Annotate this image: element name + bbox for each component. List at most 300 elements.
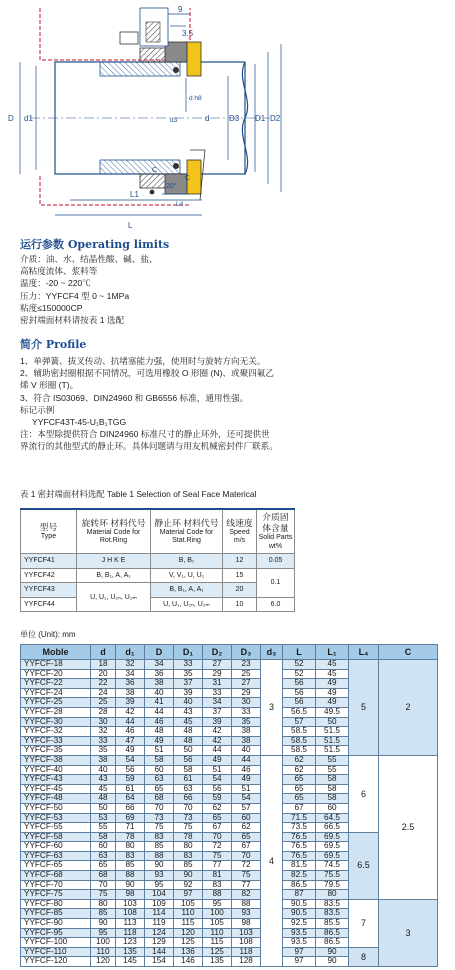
table-cell: 56 — [283, 679, 316, 689]
table-cell: 56 — [283, 688, 316, 698]
table-cell: 75 — [232, 871, 261, 881]
table-cell: 49.5 — [316, 707, 349, 717]
table-cell: 70 — [145, 803, 174, 813]
table-cell: 85 — [91, 909, 116, 919]
table1-row: YYFCF43 U, U₁, U₂ₙ, U₂ₘ B, B₁, A, A₁ 20 — [21, 583, 295, 598]
table-cell: 8 — [349, 947, 379, 966]
table-cell: 129 — [145, 938, 174, 948]
table-cell: 76.5 — [283, 832, 316, 842]
table-cell: 58 — [316, 784, 349, 794]
table-cell: 90 — [316, 957, 349, 967]
table-cell: 25 — [232, 669, 261, 679]
label-dh8: d h8 — [189, 95, 202, 102]
table-cell: 97 — [174, 890, 203, 900]
table-cell: 40 — [232, 746, 261, 756]
table-cell: 90 — [116, 880, 145, 890]
table-cell: 20 — [91, 669, 116, 679]
table-cell: 6 — [349, 755, 379, 832]
table-cell: 61 — [116, 784, 145, 794]
profile-line: 2、辅助密封圈根据不同情况，可选用橡胶 O 形圈 (N)、或聚四氟乙 — [20, 368, 274, 379]
table-cell: YYFCF-22 — [21, 679, 91, 689]
table-cell: 109 — [145, 899, 174, 909]
col-header: d₃ — [261, 645, 283, 660]
table-cell: 50 — [316, 717, 349, 727]
table-cell: 57 — [283, 717, 316, 727]
table-cell: 58.5 — [283, 736, 316, 746]
table-cell: 33 — [232, 707, 261, 717]
table-cell: 36 — [116, 679, 145, 689]
table-cell: 71 — [116, 823, 145, 833]
profile-body — [20, 355, 278, 453]
table-cell: YYFCF-38 — [21, 755, 91, 765]
table-cell: 29 — [203, 669, 232, 679]
table-cell: 90 — [91, 919, 116, 929]
table-cell: YYFCF-24 — [21, 688, 91, 698]
table-cell: 27 — [232, 679, 261, 689]
table-cell: 78 — [174, 832, 203, 842]
table-cell: 58 — [316, 794, 349, 804]
table1-header: 线速度 Speed m/s — [223, 509, 257, 554]
table-cell: 62 — [283, 765, 316, 775]
table-cell: 86.5 — [283, 880, 316, 890]
profile-title: 简介 Profile — [20, 338, 87, 351]
table-cell: YYFCF-30 — [21, 717, 91, 727]
table-cell: 2.5 — [379, 755, 438, 899]
table-cell: 104 — [145, 890, 174, 900]
table-cell: YYFCF-70 — [21, 880, 91, 890]
table-cell: YYFCF-18 — [21, 660, 91, 670]
table-cell: 38 — [232, 727, 261, 737]
table-cell: 70 — [91, 880, 116, 890]
table-cell: 85.5 — [316, 919, 349, 929]
table-cell: 49 — [316, 679, 349, 689]
table-cell: 88 — [232, 899, 261, 909]
table-cell: 72 — [203, 842, 232, 852]
table-cell: 83 — [116, 851, 145, 861]
table-cell: 105 — [174, 899, 203, 909]
table-cell: YYFCF-63 — [21, 851, 91, 861]
table-cell: YYFCF-35 — [21, 746, 91, 756]
table-cell: 51.5 — [316, 746, 349, 756]
table-cell: 35 — [91, 746, 116, 756]
table-cell: 44 — [232, 755, 261, 765]
table-cell: 6.5 — [349, 832, 379, 899]
table-cell: 46 — [232, 765, 261, 775]
table-cell: 108 — [116, 909, 145, 919]
label-9: 9 — [178, 5, 183, 14]
table-cell: 110 — [203, 928, 232, 938]
table-cell: 68 — [145, 794, 174, 804]
table-cell: 63 — [174, 784, 203, 794]
table-cell: 93.5 — [283, 928, 316, 938]
table-cell: 67 — [232, 842, 261, 852]
table-cell: 77 — [203, 861, 232, 871]
table-cell: 65 — [145, 784, 174, 794]
table-cell: 37 — [174, 679, 203, 689]
table-cell: 90.5 — [283, 899, 316, 909]
table-cell: 64 — [116, 794, 145, 804]
table-cell: 38 — [145, 679, 174, 689]
table-cell: 65 — [203, 813, 232, 823]
table-cell: 74.5 — [316, 861, 349, 871]
table-cell: 68 — [91, 871, 116, 881]
col-header: L₄ — [349, 645, 379, 660]
table1-row: YYFCF42 B, B₁, A, A₁ V, V₁, U, U₁ 15 0.1 — [21, 568, 295, 583]
table-cell: 43 — [91, 775, 116, 785]
table-cell: 71.5 — [283, 813, 316, 823]
table-cell: 39 — [203, 717, 232, 727]
operating-line: 粘度≤150000CP — [20, 302, 83, 313]
table-cell: 44 — [203, 746, 232, 756]
table-cell: 144 — [145, 947, 174, 957]
table-cell: 59 — [116, 775, 145, 785]
table-cell: YYFCF-48 — [21, 794, 91, 804]
table-cell: 51 — [232, 784, 261, 794]
table-cell: 146 — [174, 957, 203, 967]
label-D2: D2 — [270, 114, 281, 123]
table-cell: 93 — [232, 909, 261, 919]
table-cell: YYFCF-50 — [21, 803, 91, 813]
profile-line: 1、单弹簧、拔叉传动、抗堵塞能力强，使用时与旋转方向无关。 — [20, 356, 266, 366]
table-cell: 97 — [283, 957, 316, 967]
table-cell: YYFCF-20 — [21, 669, 91, 679]
table-cell: 40 — [91, 765, 116, 775]
table-cell: 54 — [232, 794, 261, 804]
table-cell: 32 — [91, 727, 116, 737]
table-row — [21, 947, 438, 957]
table-cell: 28 — [91, 707, 116, 717]
table-cell: 62 — [232, 823, 261, 833]
table-cell: 67 — [283, 803, 316, 813]
table-cell: 65 — [283, 794, 316, 804]
table-cell: 120 — [91, 957, 116, 967]
table-cell: 69.5 — [316, 851, 349, 861]
table-cell: 69.5 — [316, 832, 349, 842]
table-cell: YYFCF-55 — [21, 823, 91, 833]
table1-header: 旋转环 材料代号 Material Code for Rot.Ring — [77, 509, 151, 554]
table-cell: 81.5 — [283, 861, 316, 871]
table-cell: 98 — [116, 890, 145, 900]
table-cell: 85 — [174, 861, 203, 871]
table-cell: 3 — [261, 660, 283, 756]
table-cell: 58.5 — [283, 746, 316, 756]
table-cell: 75 — [174, 823, 203, 833]
label-C-gap: C — [152, 167, 158, 174]
table-cell: 48 — [174, 736, 203, 746]
table-cell: 59 — [203, 794, 232, 804]
col-header: D₁ — [174, 645, 203, 660]
table-cell: 51 — [145, 746, 174, 756]
table-cell: 45 — [316, 660, 349, 670]
table-cell: 3 — [379, 899, 438, 966]
table-cell: 120 — [174, 928, 203, 938]
table-cell: 60 — [145, 765, 174, 775]
table-cell: 93.5 — [283, 938, 316, 948]
table-cell: 90 — [316, 947, 349, 957]
table-cell: 45 — [316, 669, 349, 679]
table-cell: 118 — [116, 928, 145, 938]
table-cell: 62 — [203, 803, 232, 813]
table-cell: 60 — [316, 803, 349, 813]
table-cell: 60 — [91, 842, 116, 852]
table-cell: 5 — [349, 660, 379, 756]
table-cell: YYFCF-43 — [21, 775, 91, 785]
table-cell: 77 — [232, 880, 261, 890]
label-d1: d1 — [24, 114, 33, 123]
table-cell: YYFCF-40 — [21, 765, 91, 775]
table-cell: 34 — [116, 669, 145, 679]
col-header: Moble — [21, 645, 91, 660]
dimension-table — [20, 644, 438, 967]
table-cell: 23 — [232, 660, 261, 670]
table-cell: 45 — [91, 784, 116, 794]
table-cell: 92.5 — [283, 919, 316, 929]
table-cell: 54 — [116, 755, 145, 765]
table-cell: 83 — [203, 880, 232, 890]
table-cell: 39 — [174, 688, 203, 698]
table-cell: 75 — [203, 851, 232, 861]
table-cell: 25 — [91, 698, 116, 708]
col-header: D — [145, 645, 174, 660]
table-cell: 70 — [203, 832, 232, 842]
table-cell: 56 — [174, 755, 203, 765]
table-cell: 39 — [116, 698, 145, 708]
label-L4: L4 — [176, 201, 184, 208]
table1-title: 表 1 密封端面材料选配 Table 1 Selection of Seal Face Materical — [20, 489, 257, 499]
table-cell: 60 — [232, 813, 261, 823]
table-row — [21, 755, 438, 765]
table-cell: 56 — [203, 784, 232, 794]
table-cell: 58 — [316, 775, 349, 785]
table-cell: 34 — [203, 698, 232, 708]
table-cell: 115 — [203, 938, 232, 948]
table-cell: 22 — [91, 679, 116, 689]
label-3-5: 3.5 — [182, 29, 194, 38]
table-cell: 135 — [116, 947, 145, 957]
table-cell: 73.5 — [283, 823, 316, 833]
table-cell: 95 — [203, 899, 232, 909]
dimension-table-header-row — [21, 645, 438, 660]
table-cell: 49 — [316, 688, 349, 698]
table-cell: 83 — [174, 851, 203, 861]
table-cell: 100 — [91, 938, 116, 948]
table-cell: YYFCF-32 — [21, 727, 91, 737]
profile-line: 烯 V 形圈 (T)。 — [20, 380, 79, 391]
table-cell: 66 — [174, 794, 203, 804]
table-cell: 95 — [91, 928, 116, 938]
table-cell: 83 — [145, 832, 174, 842]
profile-line: 界流行的其他型式的静止环。具体问题请与用友机械密封件厂联系。 — [20, 441, 278, 452]
table-cell: 79.5 — [316, 880, 349, 890]
table-cell: 36 — [145, 669, 174, 679]
table-cell: YYFCF-100 — [21, 938, 91, 948]
table-cell: 62 — [283, 755, 316, 765]
table-cell: 118 — [232, 947, 261, 957]
operating-line: 高粘度流体、浆料等 — [20, 266, 98, 277]
table-cell: 135 — [203, 957, 232, 967]
table-cell: 38 — [91, 755, 116, 765]
table-cell: 88 — [145, 851, 174, 861]
table-cell: 51.5 — [316, 727, 349, 737]
table-cell: 31 — [203, 679, 232, 689]
table-cell: 58.5 — [283, 727, 316, 737]
table-cell: 73 — [174, 813, 203, 823]
table-cell: 86.5 — [316, 928, 349, 938]
unit-label: 单位 (Unit): mm — [20, 630, 76, 639]
table-cell: 42 — [203, 727, 232, 737]
table-cell: 4 — [261, 755, 283, 966]
table-cell: 87 — [283, 890, 316, 900]
table-cell: 49 — [316, 698, 349, 708]
table-cell: YYFCF-68 — [21, 871, 91, 881]
table-cell: 125 — [174, 938, 203, 948]
table-cell: 65 — [283, 775, 316, 785]
label-d: d — [205, 114, 210, 123]
table-cell: 52 — [283, 660, 316, 670]
table-cell: 114 — [145, 909, 174, 919]
table-cell: 123 — [116, 938, 145, 948]
table-cell: 85 — [116, 861, 145, 871]
table-cell: 67 — [203, 823, 232, 833]
table-cell: 33 — [174, 660, 203, 670]
table-cell: 44 — [145, 707, 174, 717]
table-cell: 37 — [203, 707, 232, 717]
table-cell: 58 — [174, 765, 203, 775]
label-D1: D1 — [255, 114, 266, 123]
label-L1: L1 — [130, 190, 139, 199]
table-cell: 145 — [116, 957, 145, 967]
table-cell: 63 — [145, 775, 174, 785]
table-cell: 49 — [116, 746, 145, 756]
table-cell: 90.5 — [283, 909, 316, 919]
table-cell: 119 — [145, 919, 174, 929]
table-cell: 50 — [174, 746, 203, 756]
table-cell: 83.5 — [316, 899, 349, 909]
table-cell: 73 — [145, 813, 174, 823]
table-cell: 88 — [116, 871, 145, 881]
table-cell: 33 — [91, 736, 116, 746]
table-cell: 58 — [91, 832, 116, 842]
table-cell: 80 — [91, 899, 116, 909]
table-cell: 49 — [145, 736, 174, 746]
table-cell: 48 — [174, 727, 203, 737]
table-cell: 44 — [116, 717, 145, 727]
profile-line: 3、符合 IS03069、DIN24960 和 GB6556 标准，通用性强。 — [20, 392, 249, 403]
table1-header: 静止环 材料代号 Material Code for Stat.Ring — [151, 509, 223, 554]
table-cell: 33 — [203, 688, 232, 698]
table-cell: 53 — [91, 813, 116, 823]
table-cell: 32 — [116, 660, 145, 670]
label-D3: D3 — [229, 114, 240, 123]
table-cell: 61 — [174, 775, 203, 785]
table-cell: 52 — [283, 669, 316, 679]
table-cell: 27 — [203, 660, 232, 670]
table-cell: 90 — [174, 871, 203, 881]
table-cell: 69 — [116, 813, 145, 823]
table-cell: 58 — [145, 755, 174, 765]
table-cell: 85 — [145, 842, 174, 852]
table-cell: 115 — [174, 919, 203, 929]
table-cell: 105 — [203, 919, 232, 929]
material-selection-table — [20, 508, 295, 612]
label-C: C — [185, 175, 191, 182]
table1-header: 型号 Type — [21, 509, 77, 554]
table-cell: 42 — [203, 736, 232, 746]
profile-line: 注：本型除提供符合 DIN24960 标准尺寸的静止环外，还可提供世 — [20, 429, 270, 440]
table-cell: YYFCF-25 — [21, 698, 91, 708]
table-cell: 128 — [232, 957, 261, 967]
table-cell: 48 — [91, 794, 116, 804]
table-cell: 49 — [232, 775, 261, 785]
table-cell: 110 — [174, 909, 203, 919]
table-cell: 46 — [116, 727, 145, 737]
table-cell: 75 — [145, 823, 174, 833]
operating-line: 温度：-20 ~ 220℃ — [20, 278, 91, 289]
label-L: L — [128, 221, 133, 230]
table-cell: 93 — [145, 871, 174, 881]
table-cell: 55 — [316, 755, 349, 765]
table-cell: 83.5 — [316, 909, 349, 919]
table-cell: 88 — [203, 890, 232, 900]
table-cell: 41 — [145, 698, 174, 708]
operating-line: 压力：YYFCF4 型 0 ~ 1MPa — [20, 290, 130, 301]
table-cell: YYFCF-120 — [21, 957, 91, 967]
col-header: L₁ — [316, 645, 349, 660]
table-cell: 46 — [145, 717, 174, 727]
table-cell: 42 — [116, 707, 145, 717]
table-cell: 45 — [174, 717, 203, 727]
table-cell: 40 — [174, 698, 203, 708]
table-cell: 154 — [145, 957, 174, 967]
label-20-deg: 20° — [166, 183, 177, 190]
table-cell: YYFCF-53 — [21, 813, 91, 823]
table-cell: YYFCF-75 — [21, 890, 91, 900]
col-header: D₃ — [232, 645, 261, 660]
table-cell: 2 — [379, 660, 438, 756]
table-cell: 35 — [174, 669, 203, 679]
table-cell: 124 — [145, 928, 174, 938]
table-cell: 47 — [116, 736, 145, 746]
col-header: L — [283, 645, 316, 660]
table-cell: 125 — [203, 947, 232, 957]
table-cell: 29 — [232, 688, 261, 698]
table-cell: 40 — [145, 688, 174, 698]
table-cell: 51 — [203, 765, 232, 775]
table-cell: 65 — [232, 832, 261, 842]
table-cell: 56 — [283, 698, 316, 708]
col-header: d — [91, 645, 116, 660]
table-cell: 90 — [145, 861, 174, 871]
table-cell: 34 — [145, 660, 174, 670]
table-cell: YYFCF-65 — [21, 861, 91, 871]
table-cell: 98 — [232, 919, 261, 929]
table-cell: 110 — [91, 947, 116, 957]
table-cell: 55 — [91, 823, 116, 833]
table-cell: 30 — [232, 698, 261, 708]
table-cell: 18 — [91, 660, 116, 670]
table1-row: YYFCF41 J H K E B, B₁ 12 0.05 — [21, 554, 295, 569]
table-cell: 65 — [91, 861, 116, 871]
table-cell: 100 — [203, 909, 232, 919]
operating-limits-body — [20, 253, 158, 326]
table-cell: 24 — [91, 688, 116, 698]
table-cell: YYFCF-33 — [21, 736, 91, 746]
table-cell: 64.5 — [316, 813, 349, 823]
table-cell: 38 — [116, 688, 145, 698]
table-cell: 38 — [232, 736, 261, 746]
table-cell: 66.5 — [316, 823, 349, 833]
table-cell: YYFCF-95 — [21, 928, 91, 938]
